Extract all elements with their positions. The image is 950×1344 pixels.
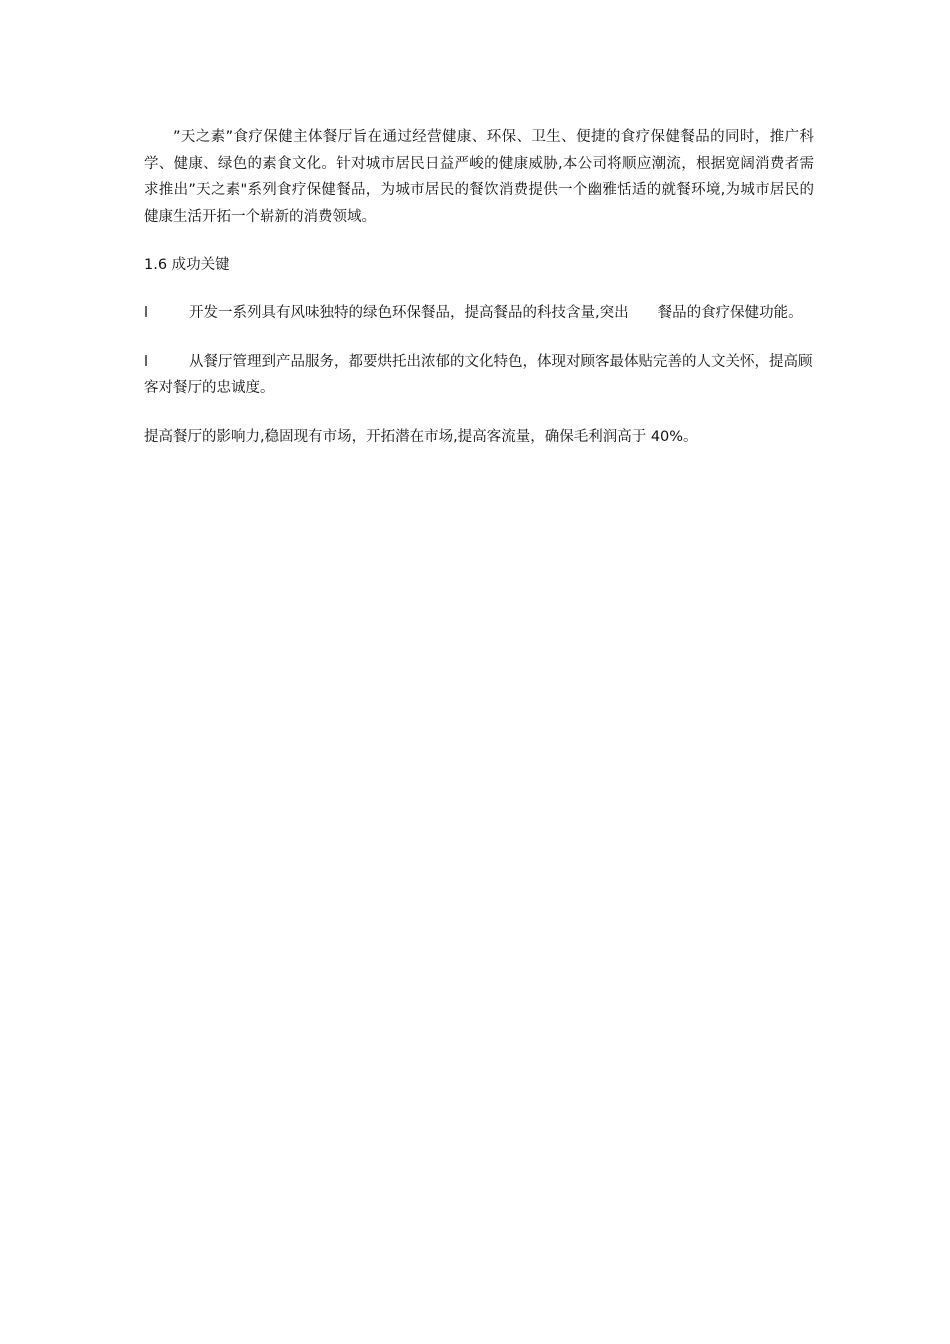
bullet-marker: l	[144, 305, 149, 321]
section-heading: 1.6 成功关键	[144, 257, 230, 273]
bullet-item-1	[144, 300, 814, 327]
bullet-text: 开发一系列具有风味独特的绿色环保餐品，提高餐品的科技含量,突出 餐品的食疗保健功能。	[189, 305, 803, 321]
bullet-marker: l	[144, 353, 149, 370]
bullet-item-2	[144, 349, 814, 402]
intro-paragraph: ”天之素”食疗保健主体餐厅旨在通过经营健康、环保、卫生、便捷的食疗保健餐品的同时，推广科学、健康、绿色的素食文化。针对城市居民日益严峻的健康威胁,本公司将顺应潮流，根据宽阔消费者需求推出”天之素"系列食疗保健餐品，为城市居民的餐饮消费提供一个幽雅恬适的就餐环境,为城市居民的健康生活开拓一个崭新的消费领域。	[144, 129, 814, 225]
closing-paragraph: 提高餐厅的影响力,稳固现有市场，开拓潜在市场,提高客流量，确保毛利润高于 40%。	[144, 428, 698, 445]
document-body	[144, 124, 814, 450]
bullet-text: 从餐厅管理到产品服务，都要烘托出浓郁的文化特色，体现对顾客最体贴完善的人文关怀，提高顾客对餐厅的忠诚度。	[144, 353, 813, 396]
